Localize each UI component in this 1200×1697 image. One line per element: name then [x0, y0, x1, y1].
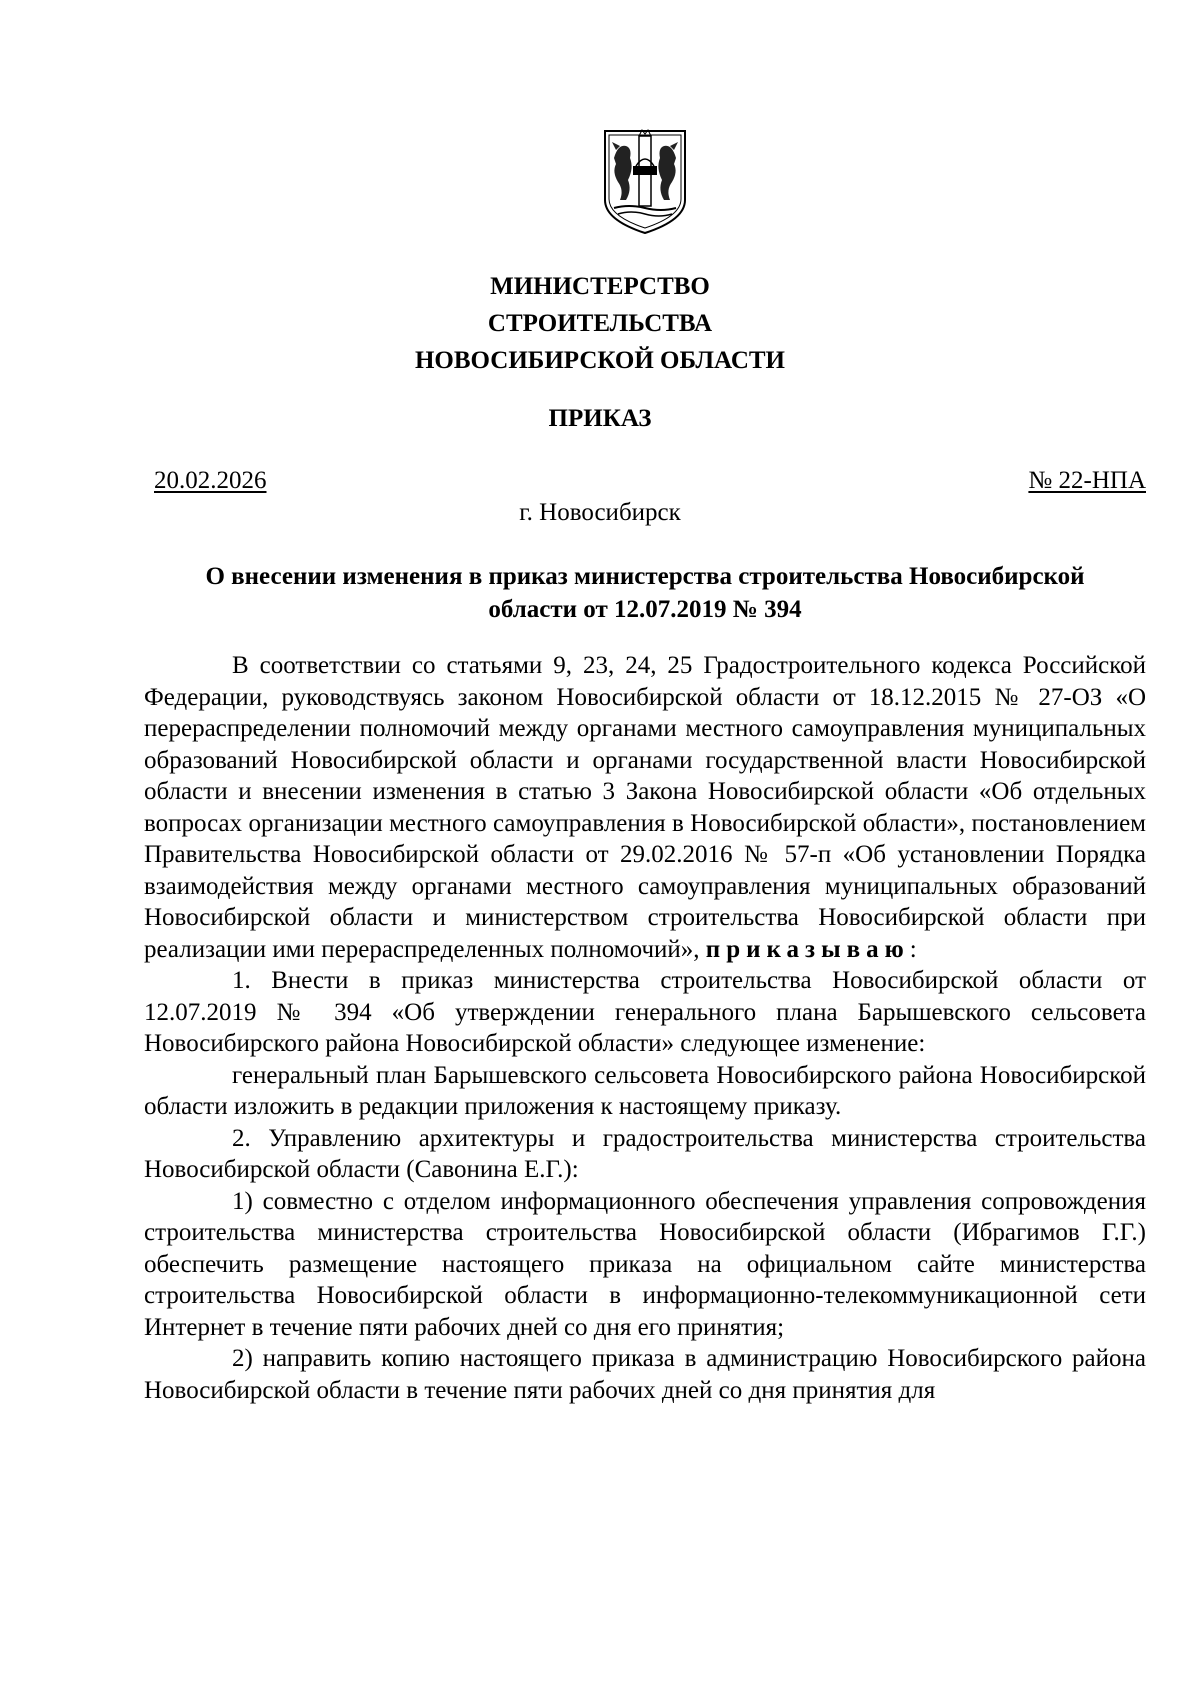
document-body [144, 650, 1146, 1406]
document-number: № 22-НПА [1028, 467, 1146, 494]
document-title-line-1: О внесении изменения в приказ министерства строительства Новосибирской [205, 563, 1085, 590]
order-colon: : [909, 935, 917, 963]
ministry-name [0, 268, 1200, 379]
item-1-paragraph: 1. Внести в приказ министерства строительства Новосибирской области от 12.07.2019 № 394 «Об утверждении генерального плана Барышевского сельсовета Новосибирского района Новосибирской области» следующее изменение: [144, 967, 1146, 1057]
preamble-paragraph [144, 650, 1146, 965]
coat-of-arms-emblem [602, 128, 688, 236]
ministry-line-2: СТРОИТЕЛЬСТВА [487, 310, 713, 337]
document-title-line-2: области от 12.07.2019 № 394 [488, 596, 802, 623]
document-city: г. Новосибирск [519, 499, 681, 526]
document-title [144, 560, 1146, 626]
document-date: 20.02.2026 [154, 467, 267, 494]
ministry-line-1: МИНИСТЕРСТВО [490, 273, 710, 300]
document-type: ПРИКАЗ [548, 405, 652, 432]
item-2-1-paragraph: 1) совместно с отделом информационного обеспечения управления сопровождения строительства министерства строительства Новосибирской области (Ибрагимов Г.Г.) обеспечить размещение настоящего приказа на официальном сайте министерства строительства Новосибирской области в информационно-телекоммуникационной сети Интернет в течение пяти рабочих дней со дня его принятия; [144, 1187, 1146, 1341]
preamble-text: В соответствии со статьями 9, 23, 24, 25 Градостроительного кодекса Российской Федерации, руководствуясь законом Новосибирской области от 18.12.2015 № 27-ОЗ «О перераспределении полномочий между органами местного самоуправления муниципальных образований Новосибирской области и органами государственной власти Новосибирской области и внесении изменения в статью 3 Закона Новосибирской области «Об отдельных вопросах организации местного самоуправления в Новосибирской области», постановлением Правительства Новосибирской области от 29.02.2016 № 57-п «Об установлении Порядка взаимодействия между органами местного самоуправления муниципальных образований Новосибирской области и министерством строительства Новосибирской области при реализации ими перераспределенных полномочий», [144, 652, 1146, 963]
item-1-text-paragraph: генеральный план Барышевского сельсовета Новосибирского района Новосибирской области изложить в редакции приложения к настоящему приказу. [144, 1061, 1146, 1120]
item-2-paragraph: 2. Управлению архитектуры и градостроительства министерства строительства Новосибирской области (Савонина Е.Г.): [144, 1124, 1146, 1183]
item-2-2-paragraph: 2) направить копию настоящего приказа в администрацию Новосибирского района Новосибирской области в течение пяти рабочих дней со дня принятия для [144, 1345, 1146, 1404]
order-word: приказываю [705, 935, 910, 963]
ministry-line-3: НОВОСИБИРСКОЙ ОБЛАСТИ [414, 347, 786, 374]
